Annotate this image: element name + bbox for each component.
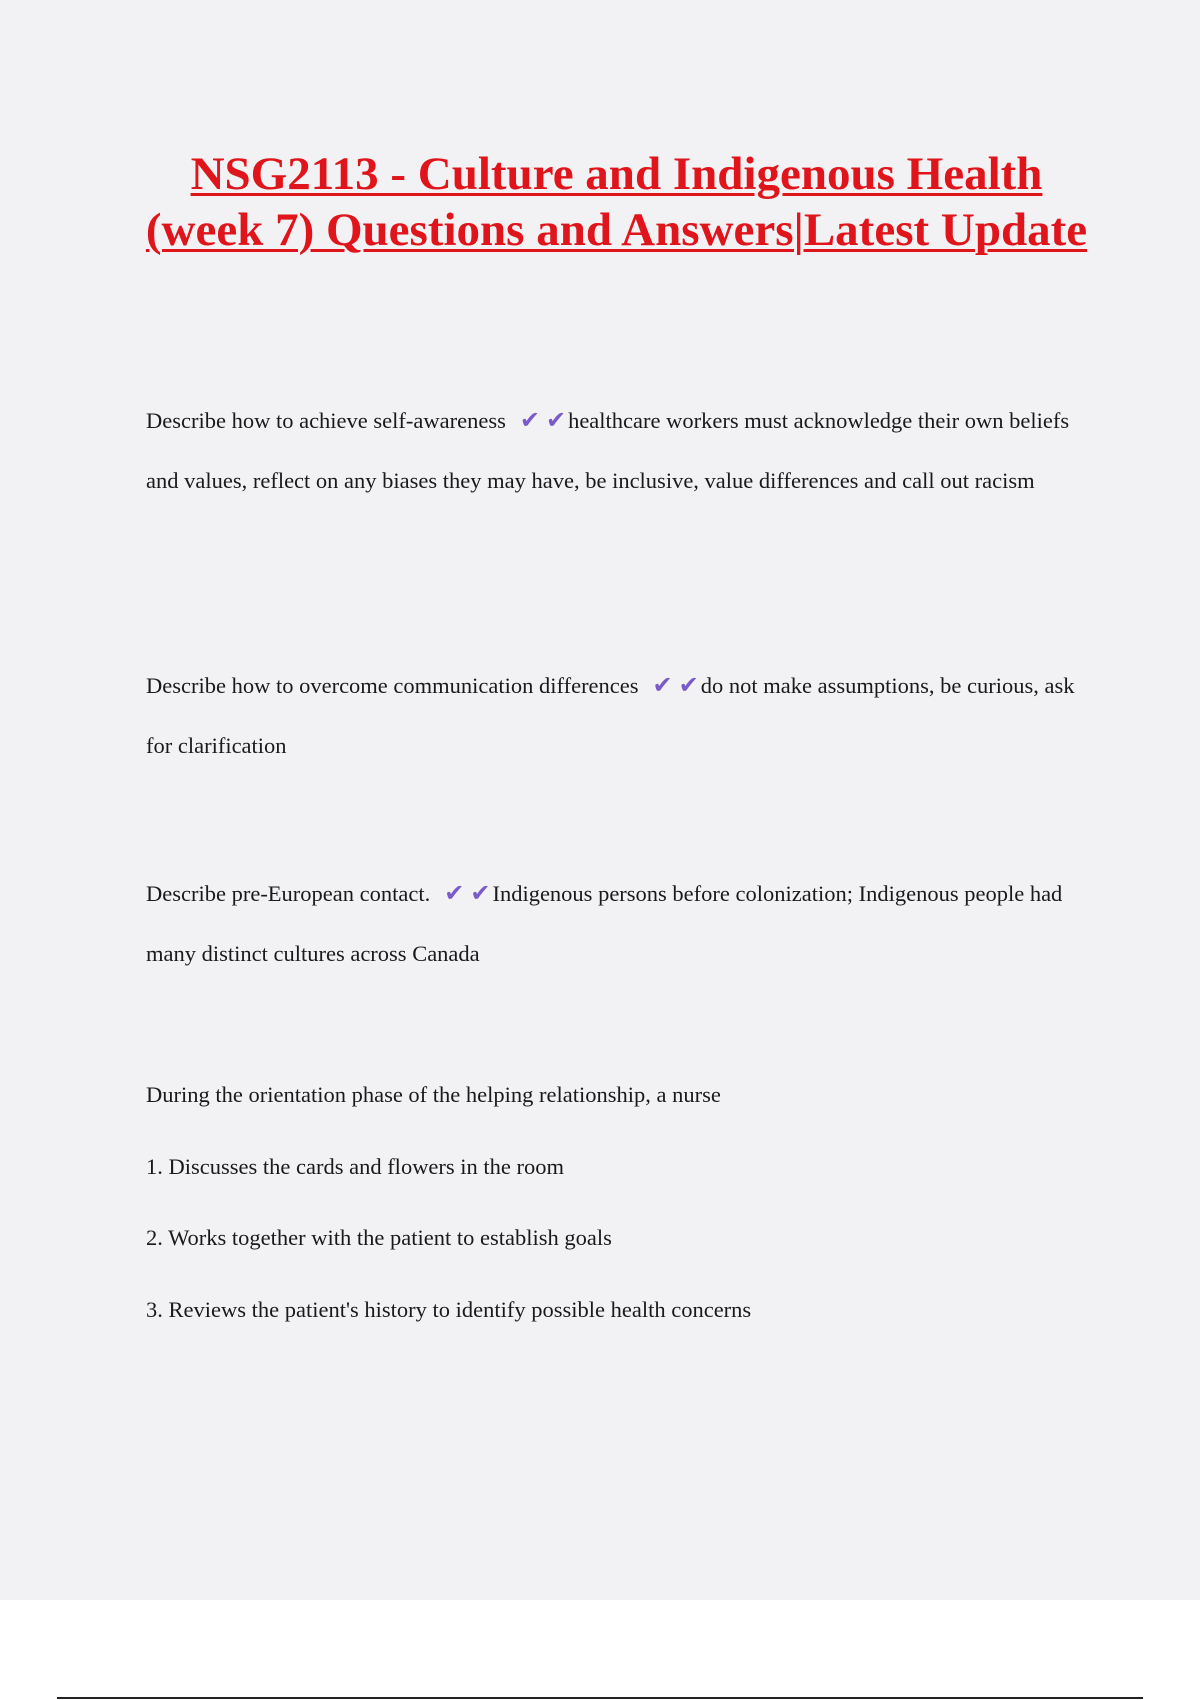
mcq-stem: During the orientation phase of the helping relationship, a nurse: [146, 1082, 721, 1107]
mcq-option: 1. Discusses the cards and flowers in the room: [146, 1154, 565, 1179]
check-mark-icon: ✔: [470, 879, 491, 907]
check-mark-icon: ✔: [444, 879, 465, 907]
mcq-option: 2. Works together with the patient to establish goals: [146, 1225, 612, 1250]
question-text: Describe pre-European contact.: [146, 881, 431, 906]
check-mark-icon: ✔: [519, 406, 540, 434]
question-text: Describe how to achieve self-awareness: [146, 408, 506, 433]
question-text: Describe how to overcome communication differences: [146, 673, 639, 698]
check-mark-icon: ✔: [545, 406, 567, 434]
qa-item-communication: [146, 655, 1086, 776]
document-title: NSG2113 - Culture and Indigenous Health (week 7) Questions and Answers|Latest Update: [145, 148, 1088, 256]
qa-item-self-awareness: [146, 390, 1086, 511]
mcq-option: 3. Reviews the patient's history to identify possible health concerns: [146, 1297, 752, 1322]
check-mark-icon: ✔: [652, 671, 673, 699]
answer-text: do not make assumptions, be curious, ask for clarification: [146, 673, 1075, 758]
qa-item-pre-european-contact: [146, 863, 1086, 984]
answer-text: healthcare workers must acknowledge their own beliefs and values, reflect on any biases they may have, be inclusive, value differences and call out racism: [146, 408, 1070, 493]
answer-text: Indigenous persons before colonization; Indigenous people had many distinct cultures across Canada: [146, 881, 1063, 966]
check-mark-icon: ✔: [678, 671, 699, 699]
footer-divider: [57, 1697, 1143, 1699]
